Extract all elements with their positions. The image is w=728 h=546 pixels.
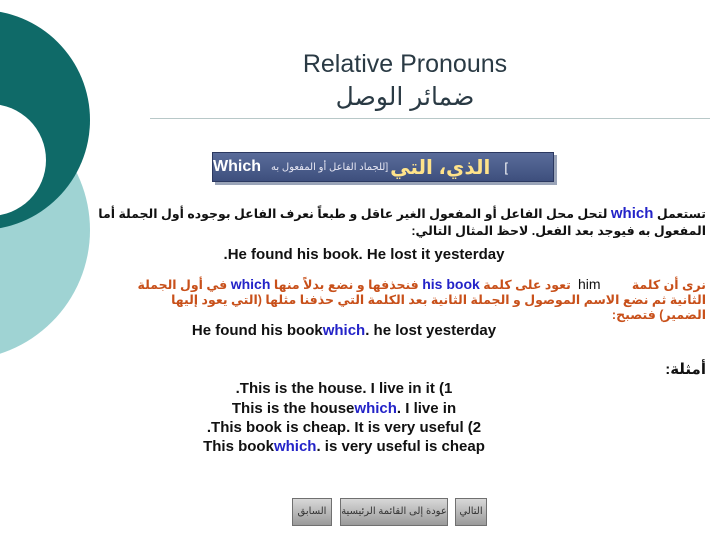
banner-which: Which <box>213 158 261 175</box>
example-1-answer <box>0 400 708 417</box>
banner-main-text: الذي، التي <box>390 156 491 179</box>
explain-him: him <box>578 276 601 292</box>
intro-which: which <box>610 205 654 222</box>
example-sentence: .He found his book. He lost it yesterday <box>223 246 505 263</box>
explain-which: which <box>230 276 271 292</box>
example-2-answer <box>0 438 708 455</box>
example-1-question: .This is the house. I live in it (1 <box>235 380 453 397</box>
intro-line-1 <box>98 205 706 222</box>
examples-label: أمثلة: <box>665 361 706 378</box>
result-sentence <box>0 322 708 339</box>
explain-line-3: الضمير) فتصبح: <box>611 308 706 322</box>
explain-text-3: فنحذفها و نضع بدلاً منها <box>273 278 419 292</box>
ex1-which: which <box>354 400 397 417</box>
ex1-part-a: This is the house <box>231 400 355 417</box>
explain-line-1 <box>138 276 707 292</box>
home-menu-button[interactable]: عودة إلى القائمة الرئيسية <box>340 498 448 526</box>
result-part-a: He found his book <box>191 322 323 339</box>
ex1-part-b: . I live in <box>396 400 457 417</box>
explain-line-2: الثانية ثم نضع الاسم الموصول و الجملة الثانية بعد الكلمة التي حذفنا مثلها (التي يعود إليها <box>171 293 706 307</box>
slide-title-english: Relative Pronouns <box>302 50 508 78</box>
ex2-which: which <box>273 438 317 455</box>
banner-bracket: ] <box>504 159 508 175</box>
prev-button[interactable]: السابق <box>292 498 332 526</box>
slide-decoration <box>0 0 110 546</box>
slide-title-arabic: ضمائر الوصل <box>335 83 475 111</box>
explain-text-4: في أول الجملة <box>137 278 228 292</box>
explain-his-book: his book <box>422 276 480 292</box>
next-button[interactable]: التالي <box>455 498 487 526</box>
which-banner <box>212 152 554 182</box>
intro-text-2: لتحل محل الفاعل أو المفعول الغير عاقل و طبعاً نعرف الفاعل بوجوده أول الجملة أما <box>98 207 608 221</box>
banner-subtext: [للجماد الفاعل أو المفعول به <box>271 161 389 173</box>
result-part-b: . he lost yesterday <box>365 322 497 339</box>
ex2-part-a: This book <box>203 438 274 455</box>
explain-text-1: نرى أن كلمة <box>631 278 706 292</box>
intro-line-2: المفعول به فيوجد بعد الفعل. لاحظ المثال التالي: <box>411 224 706 238</box>
result-which: which <box>322 322 366 339</box>
intro-text-1: تستعمل <box>656 207 706 221</box>
example-2-question: .This book is cheap. It is very useful (2 <box>206 419 482 436</box>
ex2-part-b: . is very useful is cheap <box>316 438 485 455</box>
explain-text-2: تعود على كلمة <box>483 278 571 292</box>
title-divider <box>150 118 710 119</box>
